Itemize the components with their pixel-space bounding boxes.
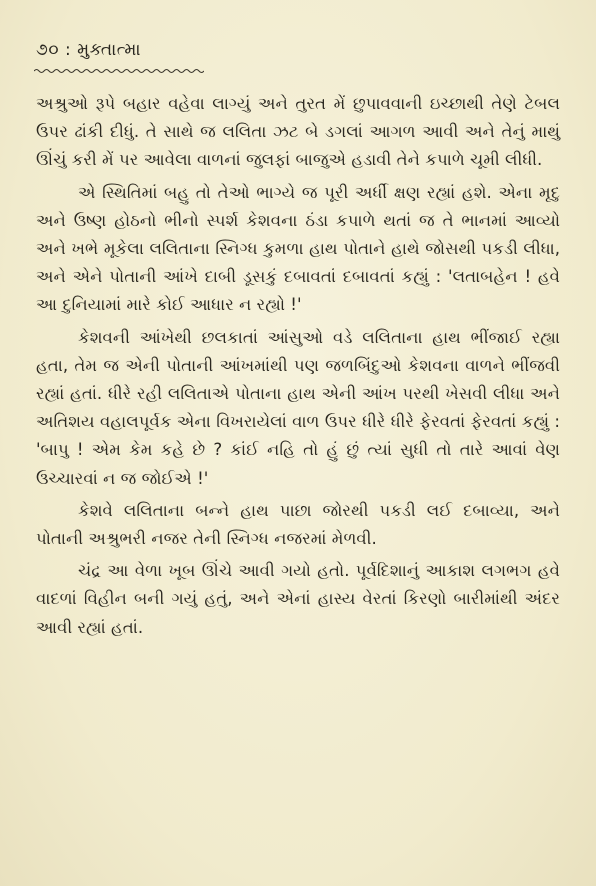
paragraph-4: કેશવે લલિતાના બન્ને હાથ પાછા જોરથી પકડી લઈ દબાવ્યા, અને પોતાની અશ્રુભરી નજર તેની સ્નિગ્ધ નજરમાં મેળવી. [36,500,560,549]
body-text [36,90,560,646]
decorative-wavy-rule [34,68,204,74]
paragraph-5: ચંદ્ર આ વેળા ખૂબ ઊંચે આવી ગયો હતો. પૂર્વદિશાનું આકાશ લગભગ હવે વાદળાં વિહીન બની ગયું હતું, અને એનાં હાસ્ય વેરતાં કિરણો બારીમાંથી અંદર આવી રહ્યાં હતાં. [36,561,560,637]
header-separator: : [64,40,72,60]
paragraph-3: કેશવની આંખેથી છલકાતાં આંસુઓ વડે લલિતાના હાથ ભીંજાઈ રહ્યા હતા, તેમ જ એની પોતાની આંખમાંથી પણ જળબિંદુઓ કેશવના વાળને ભીંજવી રહ્યાં હતાં. ધીરે રહી લલિતાએ પોતાના હાથ એની આંખ પરથી ખેસવી લીધા અને અતિશય વહાલપૂર્વક એના વિખરાયેલાં વાળ ઉપર ધીરે ધીરે ફેરવતાં ફેરવતાં કહ્યું : 'બાપુ ! એમ કેમ કહે છે ? કાંઈ નહિ તો હું છું ત્યાં સુધી તો તારે આવાં વેણ ઉચ્ચારવાં ન જ જોઈએ !' [36,327,560,488]
page-number: ૭૦ [36,40,60,60]
running-header [36,40,141,60]
paragraph-1: અશ્રુઓ રૂપે બહાર વહેવા લાગ્યું અને તુરત મેં છુપાવવાની ઇચ્છાથી તેણે ટેબલ ઉપર ઢાંકી દીધું. તે સાથે જ લલિતા ઝટ બે ડગલાં આગળ આવી અને તેનું માથું ઊંચું કરી મેં પર આવેલા વાળનાં જુલફાં બાજુએ હડાવી તેને કપાળે ચૂમી લીધી. [36,94,560,170]
book-title: મુક્તાત્મા [77,40,142,60]
paragraph-2: એ સ્થિતિમાં બહુ તો તેઓ ભાગ્યે જ પૂરી અર્ધી ક્ષણ રહ્યાં હશે. એના મૃદુ અને ઉષ્ણ હોઠનો ભીનો સ્પર્શ કેશવના ઠંડા કપાળે થતાં જ તે ભાનમાં આવ્યો અને ખભે મૂકેલા લલિતાના સ્નિગ્ધ કુમળા હાથ પોતાને હાથે જોસથી પકડી લીધા, અને એને પોતાની આંખે દાબી ડૂસકું દબાવતાં દબાવતાં કહ્યું : 'લતાબહેન ! હવે આ દુનિયામાં મારે કોઈ આધાર ન રહ્યો !' [36,182,560,315]
